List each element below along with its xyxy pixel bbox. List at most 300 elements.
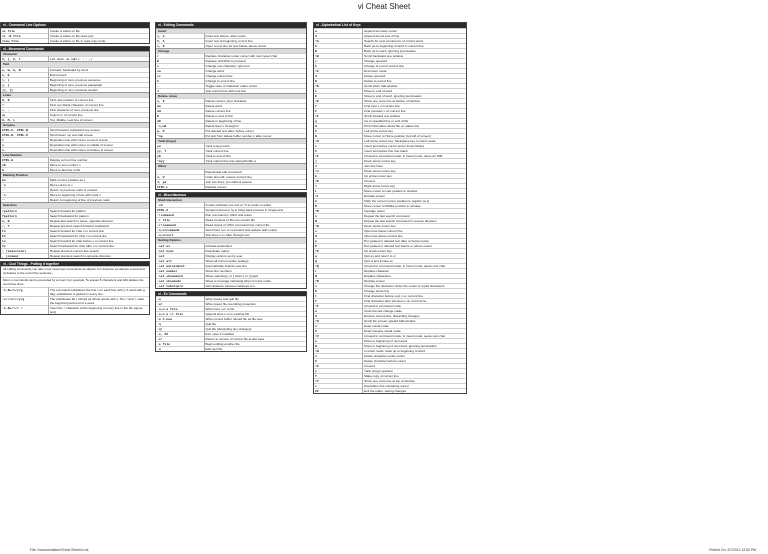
command-key: J	[314, 163, 363, 168]
command-key: ), (	[1, 77, 48, 82]
command-description: Toggle case of character under cursor	[204, 84, 306, 89]
command-key: ^V	[314, 333, 363, 338]
command-key: G	[314, 123, 363, 128]
command-table	[1, 177, 149, 202]
command-description: Delete to beginning of line	[204, 119, 306, 124]
command-key: C	[156, 79, 204, 84]
command-description: Join two lines	[363, 163, 466, 168]
command-description: Write (save) and quit file	[204, 297, 306, 302]
command-description: The command substitutes the first x on each line with y. If used with g flag, substitution is global on every line.	[48, 288, 149, 297]
command-key: U	[314, 313, 363, 318]
command-key: :set autoindent	[156, 263, 204, 268]
command-description: Make copy of current line	[363, 373, 466, 378]
command-key: R	[156, 59, 204, 64]
command-description: Move to beginning of next word, ignoring punctuation	[363, 343, 466, 348]
command-description: Column n of current line	[48, 112, 149, 117]
command-description: Scroll down, up one-half screen	[48, 133, 149, 138]
command-description: Automatically indents new line	[204, 263, 306, 268]
command-description: Search backward for char x in current line	[48, 233, 149, 238]
command-key: D	[156, 114, 204, 119]
command-table	[156, 98, 306, 138]
command-description: Show line numbers	[204, 268, 306, 273]
command-description: Display current line number	[48, 158, 149, 163]
subsection-title: Searches	[1, 202, 149, 207]
command-description: Delete current, prior character	[204, 99, 306, 104]
command-row	[156, 347, 306, 352]
command-key: ^I	[314, 153, 363, 158]
command-key: :set all	[156, 258, 204, 263]
command-key: cw	[156, 69, 204, 74]
command-key: "ayy	[156, 159, 204, 164]
command-description: In insert mode, back up to beginning of word	[363, 348, 466, 353]
command-description: Down arrow cursor key	[363, 158, 466, 163]
command-key: w, W, b, B	[1, 67, 48, 72]
command-description: Join current line with next line	[204, 89, 306, 94]
command-section	[155, 192, 307, 289]
command-key: ^Y	[314, 378, 363, 383]
command-description: Repeat previous current-line search	[48, 248, 149, 253]
command-description: Up arrow cursor key	[363, 173, 466, 178]
command-key: q	[314, 253, 363, 258]
subsection-title: Setting Options	[156, 237, 306, 242]
command-key: /, ?	[1, 223, 48, 228]
command-description: Open line above current line	[363, 233, 466, 238]
command-key: vi -R file	[1, 33, 48, 38]
command-description: Change to end of line	[204, 79, 306, 84]
command-description: Sort lines n-m; filter through sort	[204, 233, 306, 238]
command-description: Change word	[204, 69, 306, 74]
command-key: :n,m!sort	[156, 233, 204, 238]
command-key: :set number	[156, 268, 204, 273]
subsection-title: Screens	[1, 122, 149, 127]
command-description: Begin editing another file	[204, 342, 306, 347]
command-key: W	[314, 343, 363, 348]
command-description: Move cursor to Middle position in window	[363, 203, 466, 208]
command-description: Put yanked or deleted text after or below cursor	[363, 238, 466, 243]
command-section	[0, 46, 150, 259]
subsection-title: Lines	[1, 92, 149, 97]
command-key: ''	[1, 198, 48, 203]
command-description: Scroll backward one window	[363, 53, 466, 58]
command-key: s	[314, 283, 363, 288]
command-description: Put deleted text after, before cursor	[204, 129, 306, 134]
command-key: }, {	[1, 82, 48, 87]
command-description: Restore current line, discarding changes	[363, 313, 466, 318]
command-description: Append lines n-m to existing file	[204, 312, 306, 317]
command-row	[156, 283, 306, 288]
command-key: ^B	[314, 53, 363, 58]
command-key: ^F	[314, 113, 363, 118]
command-key: V	[314, 328, 363, 333]
command-key: a	[314, 28, 363, 33]
command-description: Run command in UNIX and return	[204, 213, 306, 218]
command-description: Search for next occurrence of current word	[363, 38, 466, 43]
command-key: ^M	[314, 208, 363, 213]
command-description: Send lines n-m to command and replace with output	[204, 228, 306, 233]
command-description: Yank (copy) operator	[363, 368, 466, 373]
command-key: nG	[1, 163, 48, 168]
command-key: :1,$s/x/y/g	[1, 288, 48, 297]
command-description: Change to end of current line	[363, 63, 466, 68]
command-description: Up arrow cursor key	[363, 248, 466, 253]
command-key: i	[314, 143, 363, 148]
command-description: Show all current option settings	[204, 258, 306, 263]
command-description: Unused in command mode; in insert mode, same as TAB	[363, 153, 466, 158]
subsection-title: Character	[1, 51, 149, 56]
command-key: :n,m!command	[156, 228, 204, 233]
command-key: z	[1, 138, 48, 143]
command-description: Unused	[363, 178, 466, 183]
command-description: Find character before next x on current line	[363, 293, 466, 298]
command-key: tx	[1, 238, 48, 243]
command-description: Beginning of next, previous section	[48, 87, 149, 92]
command-description: Move to end of word, ignoring punctuation	[363, 93, 466, 98]
command-description: End of word	[48, 72, 149, 77]
section-title: vi - Cool Things - Putting it together	[1, 262, 149, 267]
command-key: H	[314, 133, 363, 138]
command-description: Replace characters	[363, 273, 466, 278]
command-key: Y	[314, 373, 363, 378]
command-key: h, j, k, l	[1, 57, 48, 62]
command-key: i, a	[156, 33, 204, 38]
command-key: x	[314, 353, 363, 358]
command-description: Reposition line with cursor to middle of screen	[48, 143, 149, 148]
command-table	[156, 169, 306, 189]
command-key: :e!	[156, 337, 204, 342]
command-description: Beginning of next, previous paragraph	[48, 82, 149, 87]
command-key: CTRL-Z	[156, 208, 204, 213]
command-key: E	[314, 93, 363, 98]
command-key: :n,m w >> file	[156, 312, 204, 317]
command-key: R	[314, 273, 363, 278]
command-key: Tx	[1, 243, 48, 248]
command-description: Suspend process; fg to bring back process in foreground	[204, 208, 306, 213]
command-description: Top, Middle, Last line of screen	[48, 117, 149, 122]
command-description: Delete to end of line	[363, 78, 466, 83]
command-description: Write (save) file overriding protection	[204, 302, 306, 307]
command-key: ^T	[314, 303, 363, 308]
command-key: x, X	[156, 99, 204, 104]
section-title: vi - Alphabetical List of Keys	[314, 23, 466, 28]
command-description: Move cursor to Home position (top left of screen)	[363, 133, 466, 138]
command-description: Show one more line at bottom of window	[363, 98, 466, 103]
section-title: vi - Movement Commands	[1, 47, 149, 52]
command-description: Change current line	[204, 74, 306, 79]
command-key: u	[314, 308, 363, 313]
command-key: J, gJ	[156, 179, 204, 184]
command-description: Invoke vi editor on file read-only	[48, 33, 149, 38]
command-key: CTRL-F, CTRL-B	[1, 128, 48, 133]
subsection-title: Delete, move	[156, 93, 306, 98]
command-key: c	[314, 58, 363, 63]
command-key: S	[314, 288, 363, 293]
command-description: Return to previous mark or context	[48, 188, 149, 193]
command-key: .	[156, 169, 204, 174]
command-section	[313, 22, 467, 394]
command-key: ^E	[314, 98, 363, 103]
command-description: Redraw screen	[363, 193, 466, 198]
command-description: Join two lines; join without spaces	[204, 179, 306, 184]
command-key: CTRL-G	[1, 158, 48, 163]
command-key: :set noai	[156, 248, 204, 253]
command-description: Open line below current line	[363, 228, 466, 233]
command-key: "np	[156, 134, 204, 139]
column-left	[0, 22, 150, 317]
command-key: w	[314, 338, 363, 343]
command-row	[156, 184, 306, 189]
command-description: Repeat previous search in opposite direction	[48, 253, 149, 258]
command-description: Reposition line containing cursor	[363, 383, 466, 388]
command-description: Mark current position as x	[48, 178, 149, 183]
command-key: z.	[1, 143, 48, 148]
command-key: :!command	[156, 213, 204, 218]
command-key: p, P	[156, 129, 204, 134]
footer-file-path: File: Documentation/Cheat Sheet/vi.xls	[30, 548, 89, 552]
command-key: dd	[156, 109, 204, 114]
command-key: view file	[1, 38, 48, 43]
section-title: vi - Editing Commands	[156, 23, 306, 28]
command-key: ^U	[314, 318, 363, 323]
command-key: ^C	[314, 68, 363, 73]
command-key: :set tabstop=n	[156, 283, 204, 288]
command-description: Print information about file on status line	[363, 123, 466, 128]
command-key: u, U	[156, 174, 204, 179]
command-description: Insert the > character at the beginning of every line in the file (quote text).	[48, 306, 149, 315]
command-description: Return to version of current file at last save	[204, 337, 306, 342]
command-description: Search backward for char after x in current line	[48, 243, 149, 248]
command-description: Scroll forward, backward one screen	[48, 128, 149, 133]
command-description: Change one character; type text	[204, 64, 306, 69]
command-description: Yank current line into named buffer a	[204, 159, 306, 164]
command-key: :sh	[156, 203, 204, 208]
command-description: Invoke subshell; use exit or ^d to return to editor	[204, 203, 306, 208]
command-description: Insert text before cursor (enter Insert Mode)	[363, 143, 466, 148]
command-key: ^R	[314, 278, 363, 283]
command-key: CTRL-L	[156, 184, 204, 189]
command-table	[1, 67, 149, 92]
command-key: D	[314, 78, 363, 83]
command-key: :r file	[156, 218, 204, 223]
command-description: Unused in command mode	[363, 303, 466, 308]
command-key: I	[314, 148, 363, 153]
command-description: Yank (copy) word	[204, 144, 306, 149]
command-description: Repeat previous search forward, backward	[48, 223, 149, 228]
command-key: ^J	[314, 168, 363, 173]
command-description: Show one more line at top of window	[363, 378, 466, 383]
command-key: ?pattern	[1, 213, 48, 218]
command-key: cc	[156, 74, 204, 79]
command-table	[314, 28, 466, 393]
command-table	[156, 202, 306, 237]
command-description: Move to line number n	[48, 163, 149, 168]
command-description: Write current buffer named file as file.new	[204, 317, 306, 322]
command-description: Quit file	[204, 322, 306, 327]
command-description: Delete current line	[204, 109, 306, 114]
command-key: M	[314, 203, 363, 208]
command-key: :n,md	[156, 124, 204, 129]
command-description: Move cursor to x	[48, 183, 149, 188]
command-description: Repeat last search in same, opposite direction	[48, 218, 149, 223]
command-description: Invoke vi editor on file	[48, 28, 149, 33]
command-description: Undo last edit; restore current line	[204, 174, 306, 179]
command-row	[1, 253, 149, 258]
command-key: g	[314, 118, 363, 123]
command-description: Append text after cursor	[363, 28, 466, 33]
command-description: Search forward for char x in current line	[48, 228, 149, 233]
command-description: Delete character before cursor	[363, 358, 466, 363]
command-description: Repeat the last search command in reverse direction	[363, 218, 466, 223]
command-description: Change the character under the cursor to typed characters	[363, 283, 466, 288]
command-key: :q!	[156, 327, 204, 332]
command-key: ^	[1, 102, 48, 107]
command-key: b	[314, 43, 363, 48]
command-description: Deactivate option	[204, 248, 306, 253]
command-description: First character of next, previous line	[48, 107, 149, 112]
command-table	[156, 53, 306, 93]
subsection-title: Other	[156, 163, 306, 168]
command-key: ``	[1, 188, 48, 193]
footer-printed-on: Printed On: 2/7/2012 12:52 PM	[709, 548, 756, 552]
command-description: The substitutes all x strings as whole words with y. The < and > mark the beginning and end of a word.	[48, 297, 149, 306]
command-key: f	[314, 103, 363, 108]
command-key: :set showmatch	[156, 273, 204, 278]
command-key: ~	[156, 84, 204, 89]
command-description: Delete to end of line	[204, 114, 306, 119]
command-description: Quit ex and return to vi	[363, 253, 466, 258]
command-key: , (comma)	[1, 253, 48, 258]
command-key: yw	[156, 144, 204, 149]
command-key: I, A	[156, 38, 204, 43]
command-key: :e file	[156, 342, 204, 347]
command-description: Show matching ( or { when ) or } typed	[204, 273, 306, 278]
command-description: Back up to word, ignoring punctuation	[363, 48, 466, 53]
command-key: Fx	[1, 233, 48, 238]
command-description: Left, down, up, right (← ↓ ↑ →)	[48, 57, 149, 62]
command-description: Carriage return	[363, 208, 466, 213]
command-key: J	[156, 89, 204, 94]
subsection-title: Shell Interaction	[156, 197, 306, 202]
command-key: O	[314, 233, 363, 238]
command-key: Q	[314, 258, 363, 263]
command-description: Quit file (discarding any changes)	[204, 327, 306, 332]
command-key: y	[314, 368, 363, 373]
command-description: Write lines n-m to file	[204, 307, 306, 312]
command-description: Put text from delete buffer number n after cursor	[204, 134, 306, 139]
command-description: Down arrow cursor key	[363, 168, 466, 173]
command-key: ; (semicolon)	[1, 248, 48, 253]
command-key: 0, $	[1, 97, 48, 102]
command-description: Replace character	[363, 268, 466, 273]
command-key: ^L	[314, 193, 363, 198]
command-description: Delete character under cursor	[363, 353, 466, 358]
subsection-title: Change	[156, 48, 306, 53]
command-key: C	[314, 63, 363, 68]
command-key: r	[156, 54, 204, 59]
command-key: n, N	[1, 218, 48, 223]
command-description: Down arrow cursor key	[363, 223, 466, 228]
command-key: e	[314, 88, 363, 93]
command-description: Move to end of word	[363, 88, 466, 93]
command-description: Find character after previous x on current line	[363, 298, 466, 303]
command-key: t	[314, 293, 363, 298]
command-key: ^D	[314, 83, 363, 88]
command-key: n	[314, 213, 363, 218]
command-key: e, E	[1, 72, 48, 77]
command-table	[156, 243, 306, 288]
section-note: All editing commands can take most movement commands as objects. For instance cw deletes a word and d} deletes to the end of the sentence.	[1, 266, 149, 277]
command-description: Go to specified line or end of file	[363, 118, 466, 123]
command-description: Search forward for char before x in current line	[48, 238, 149, 243]
command-description: Yank to end of line	[204, 154, 306, 159]
command-key: l	[314, 183, 363, 188]
command-key: :s/\<x\>/y/g	[1, 297, 48, 306]
command-key: ^W	[314, 348, 363, 353]
command-key: :n	[156, 347, 204, 352]
command-description: Put yanked or deleted text before or above cursor	[363, 243, 466, 248]
command-row	[1, 297, 149, 306]
command-key: :set ai	[156, 243, 204, 248]
command-description: Mark the current cursor position in register (a-z)	[363, 198, 466, 203]
section-title: vi - Command Line Options	[1, 23, 149, 28]
command-description: Unused in command mode; in insert mode, quote next char	[363, 333, 466, 338]
command-key: CTRL-D, CTRL-U	[1, 133, 48, 138]
command-description: First non-blank character of current line	[48, 102, 149, 107]
command-description: Read output of UNIX command into current file	[204, 223, 306, 228]
command-key: ^P	[314, 248, 363, 253]
command-row	[314, 388, 466, 393]
command-description: Repeat last edit command	[204, 169, 306, 174]
command-table	[1, 157, 149, 172]
command-description: Quit vi and invoke ex	[363, 258, 466, 263]
command-key: :set showmode	[156, 278, 204, 283]
command-description: Move to last line in file	[48, 168, 149, 173]
command-description: End insert mode	[363, 68, 466, 73]
command-key: yy, Y	[156, 149, 204, 154]
command-table	[156, 143, 306, 163]
command-description: Change entire line	[363, 288, 466, 293]
command-description: Enter linewise visual mode	[363, 328, 466, 333]
command-description: Show a message indicating when in input mode	[204, 278, 306, 283]
command-key: ^H	[314, 138, 363, 143]
command-description: Edit next file	[204, 347, 306, 352]
command-description: Insert text before, after cursor	[204, 33, 306, 38]
command-key: :r!command	[156, 223, 204, 228]
command-key: ^K	[314, 178, 363, 183]
command-key: m	[314, 198, 363, 203]
command-key: y$	[156, 154, 204, 159]
command-key: mx	[1, 178, 48, 183]
command-key: /pattern	[1, 208, 48, 213]
command-description: Back up to beginning of word in current line	[363, 43, 466, 48]
command-description: Return to beginning of line of previous mark	[48, 198, 149, 203]
command-key: :1,$s/^/> /	[1, 306, 48, 315]
section-title: vi - Ex Commands	[156, 292, 306, 297]
page-title: vi Cheat Sheet	[357, 2, 411, 11]
command-key: :w!	[156, 302, 204, 307]
command-key: p	[314, 238, 363, 243]
command-description: Delete word	[204, 104, 306, 109]
command-description: Scroll the screen upward half-window	[363, 318, 466, 323]
command-table	[1, 28, 149, 43]
command-description: Redraw screen	[204, 184, 306, 189]
command-key: o, O	[156, 43, 204, 48]
command-key: ^X	[314, 363, 363, 368]
command-key: N	[314, 218, 363, 223]
subsection-title: Line Number	[1, 152, 149, 157]
command-section	[155, 22, 307, 190]
column-middle	[155, 22, 307, 354]
command-key: r	[314, 268, 363, 273]
